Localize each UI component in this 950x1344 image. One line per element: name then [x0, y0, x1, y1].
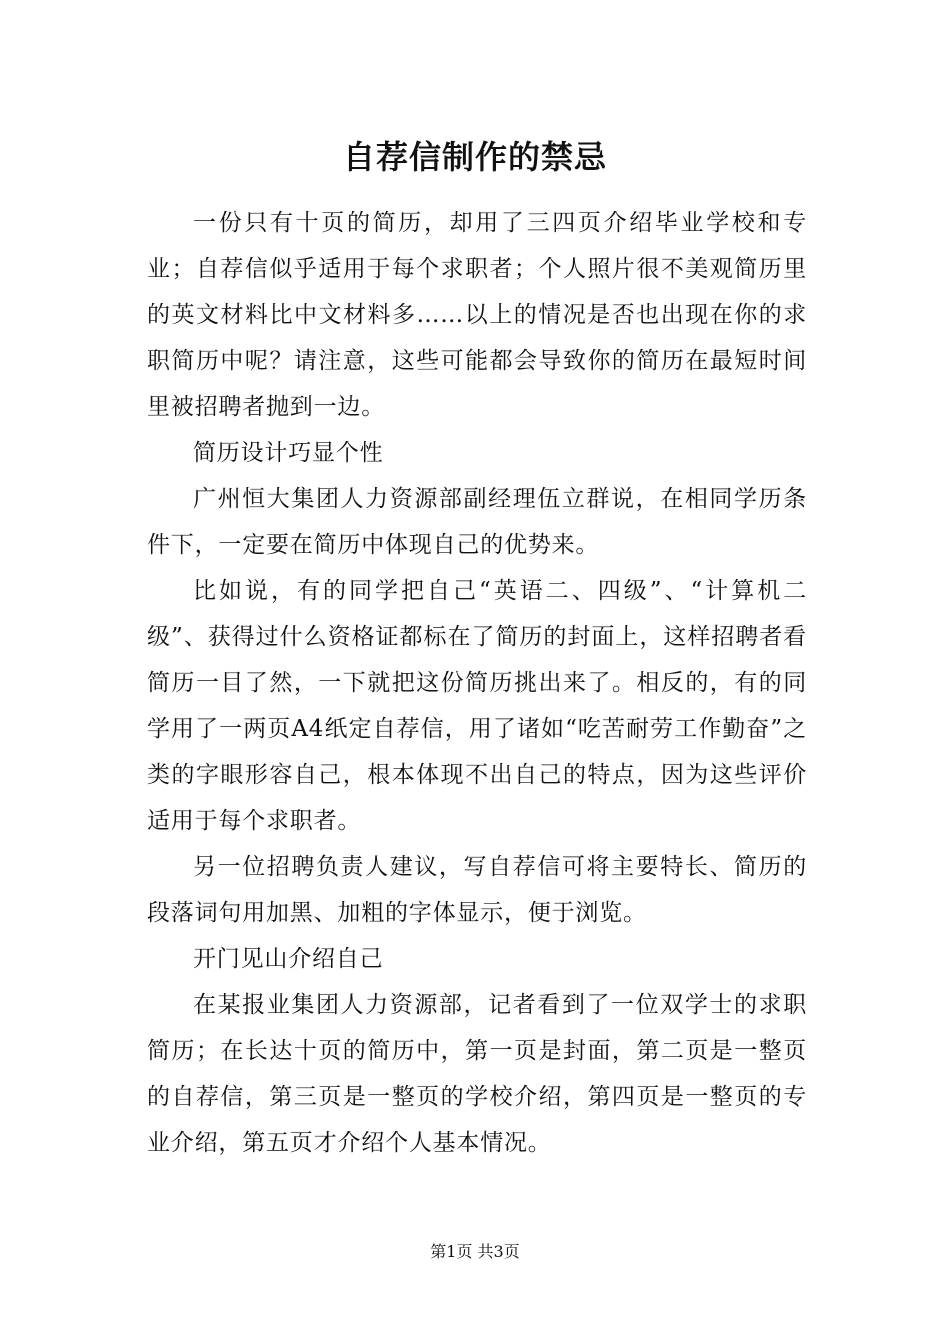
paragraph-hr-advice: 广州恒大集团人力资源部副经理伍立群说，在相同学历条件下，一定要在简历中体现自己的优势来。: [147, 486, 807, 558]
paragraph-intro: 一份只有十页的简历，却用了三四页介绍毕业学校和专业；自荐信似乎适用于每个求职者；个人照片很不美观简历里的英文材料比中文材料多……以上的情况是否也出现在你的求职简历中呢？请注意，这些可能都会导致你的简历在最短时间里被招聘者抛到一边。: [147, 210, 807, 420]
paragraph-example: 比如说，有的同学把自己“英语二、四级”、“计算机二级”、获得过什么资格证都标在了简历的封面上，这样招聘者看简历一目了然，一下就把这份简历挑出来了。相反的，有的同学用了一两页A4纸定自荐信，用了诸如“吃苦耐劳工作勤奋”之类的字眼形容自己，根本体现不出自己的特点，因为这些评价适用于每个求职者。: [147, 578, 807, 834]
section-heading-resume-design: 简历设计巧显个性: [193, 440, 384, 466]
paragraph-case-study: 在某报业集团人力资源部，记者看到了一位双学士的求职简历；在长达十页的简历中，第一页是封面，第二页是一整页的自荐信，第三页是一整页的学校介绍，第四页是一整页的专业介绍，第五页才介绍个人基本情况。: [147, 992, 807, 1156]
document-title: 自荐信制作的禁忌: [342, 138, 607, 176]
page-footer: 第1页 共3页: [430, 1242, 520, 1261]
paragraph-recruiter-suggestion: 另一位招聘负责人建议，写自荐信可将主要特长、简历的段落词句用加黑、加粗的字体显示，便于浏览。: [147, 854, 807, 926]
section-heading-introduce-yourself: 开门见山介绍自己: [193, 946, 384, 972]
document-body: [147, 200, 807, 1166]
